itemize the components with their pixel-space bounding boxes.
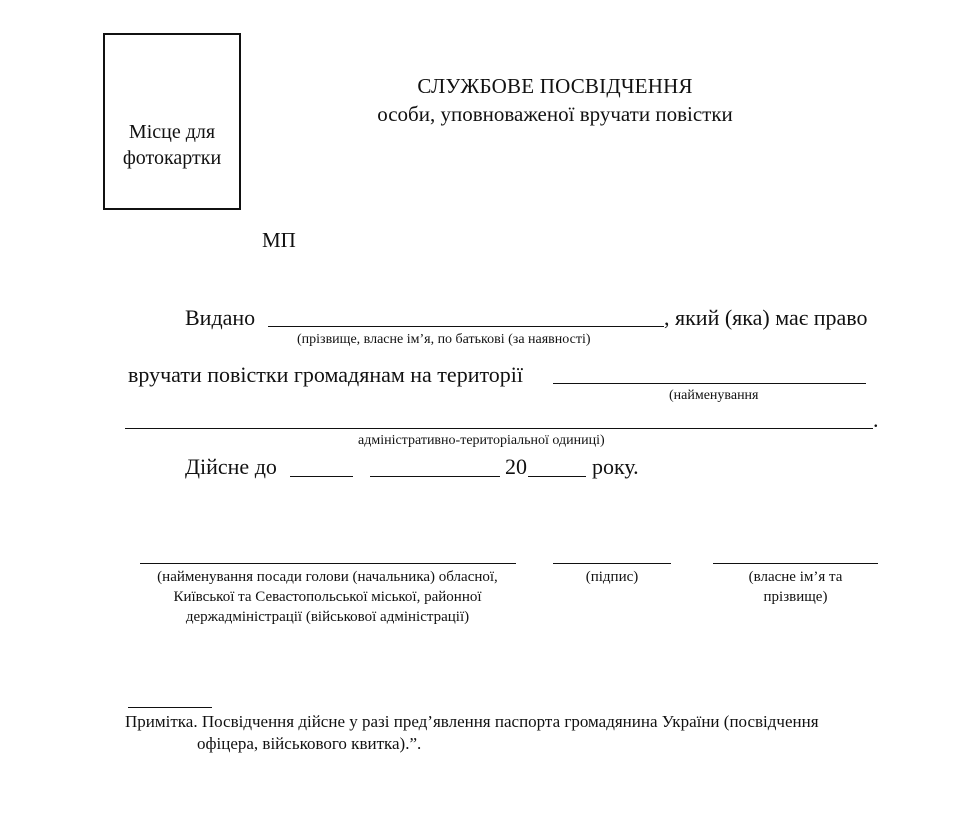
footnote-line2: офіцера, військового квитка).”. <box>197 734 422 753</box>
position-hint-line: (найменування посади голови (начальника) обласної, <box>157 569 498 585</box>
issued-name-field[interactable] <box>268 326 664 327</box>
full-name-hint-line: (власне ім’я та <box>748 569 843 585</box>
footnote-line1: Примітка. Посвідчення дійсне у разі пред’явлення паспорта громадянина України (посвідчення <box>125 712 819 731</box>
full-name-field[interactable] <box>713 563 878 564</box>
territory-unit-field[interactable] <box>125 428 873 429</box>
issued-name-hint: (прізвище, власне ім’я, по батькові (за наявності) <box>297 332 591 347</box>
valid-prefix: Дійсне до <box>185 454 277 479</box>
territory-name-hint: (найменування <box>669 388 759 403</box>
valid-year-field[interactable] <box>528 476 586 477</box>
photo-placeholder-label <box>103 119 241 171</box>
signature-hint <box>553 567 671 587</box>
territory-text: вручати повістки громадянам на території <box>128 362 524 387</box>
signature-field[interactable] <box>553 563 671 564</box>
valid-suffix: року. <box>592 454 639 479</box>
issued-suffix: , який (яка) має право <box>664 305 868 330</box>
position-field[interactable] <box>140 563 516 564</box>
territory-unit-hint: адміністративно-територіальної одиниці) <box>358 433 605 448</box>
valid-month-field[interactable] <box>370 476 500 477</box>
valid-day-field[interactable] <box>290 476 353 477</box>
territory-name-field[interactable] <box>553 383 866 384</box>
position-hint-line: Київської та Севастопольської міської, районної <box>173 589 482 605</box>
position-hint-line: держадміністрації (військової адміністрації) <box>185 609 470 625</box>
photo-label-line2: фотокартки <box>122 147 222 169</box>
full-name-hint <box>713 567 878 607</box>
signature-hint-line: (підпис) <box>585 569 639 585</box>
full-name-hint-line: прізвище) <box>763 589 828 605</box>
stamp-place-label: МП <box>262 228 296 252</box>
document-subtitle: особи, уповноваженої вручати повістки <box>377 102 733 126</box>
issued-prefix: Видано <box>185 305 256 330</box>
document-title: СЛУЖБОВЕ ПОСВІДЧЕННЯ <box>417 74 693 98</box>
footnote <box>125 711 895 755</box>
position-hint <box>125 567 530 627</box>
valid-year-prefix: 20 <box>505 454 527 479</box>
territory-period: . <box>873 407 879 432</box>
photo-label-line1: Місце для <box>128 121 216 143</box>
footnote-separator <box>128 707 212 708</box>
